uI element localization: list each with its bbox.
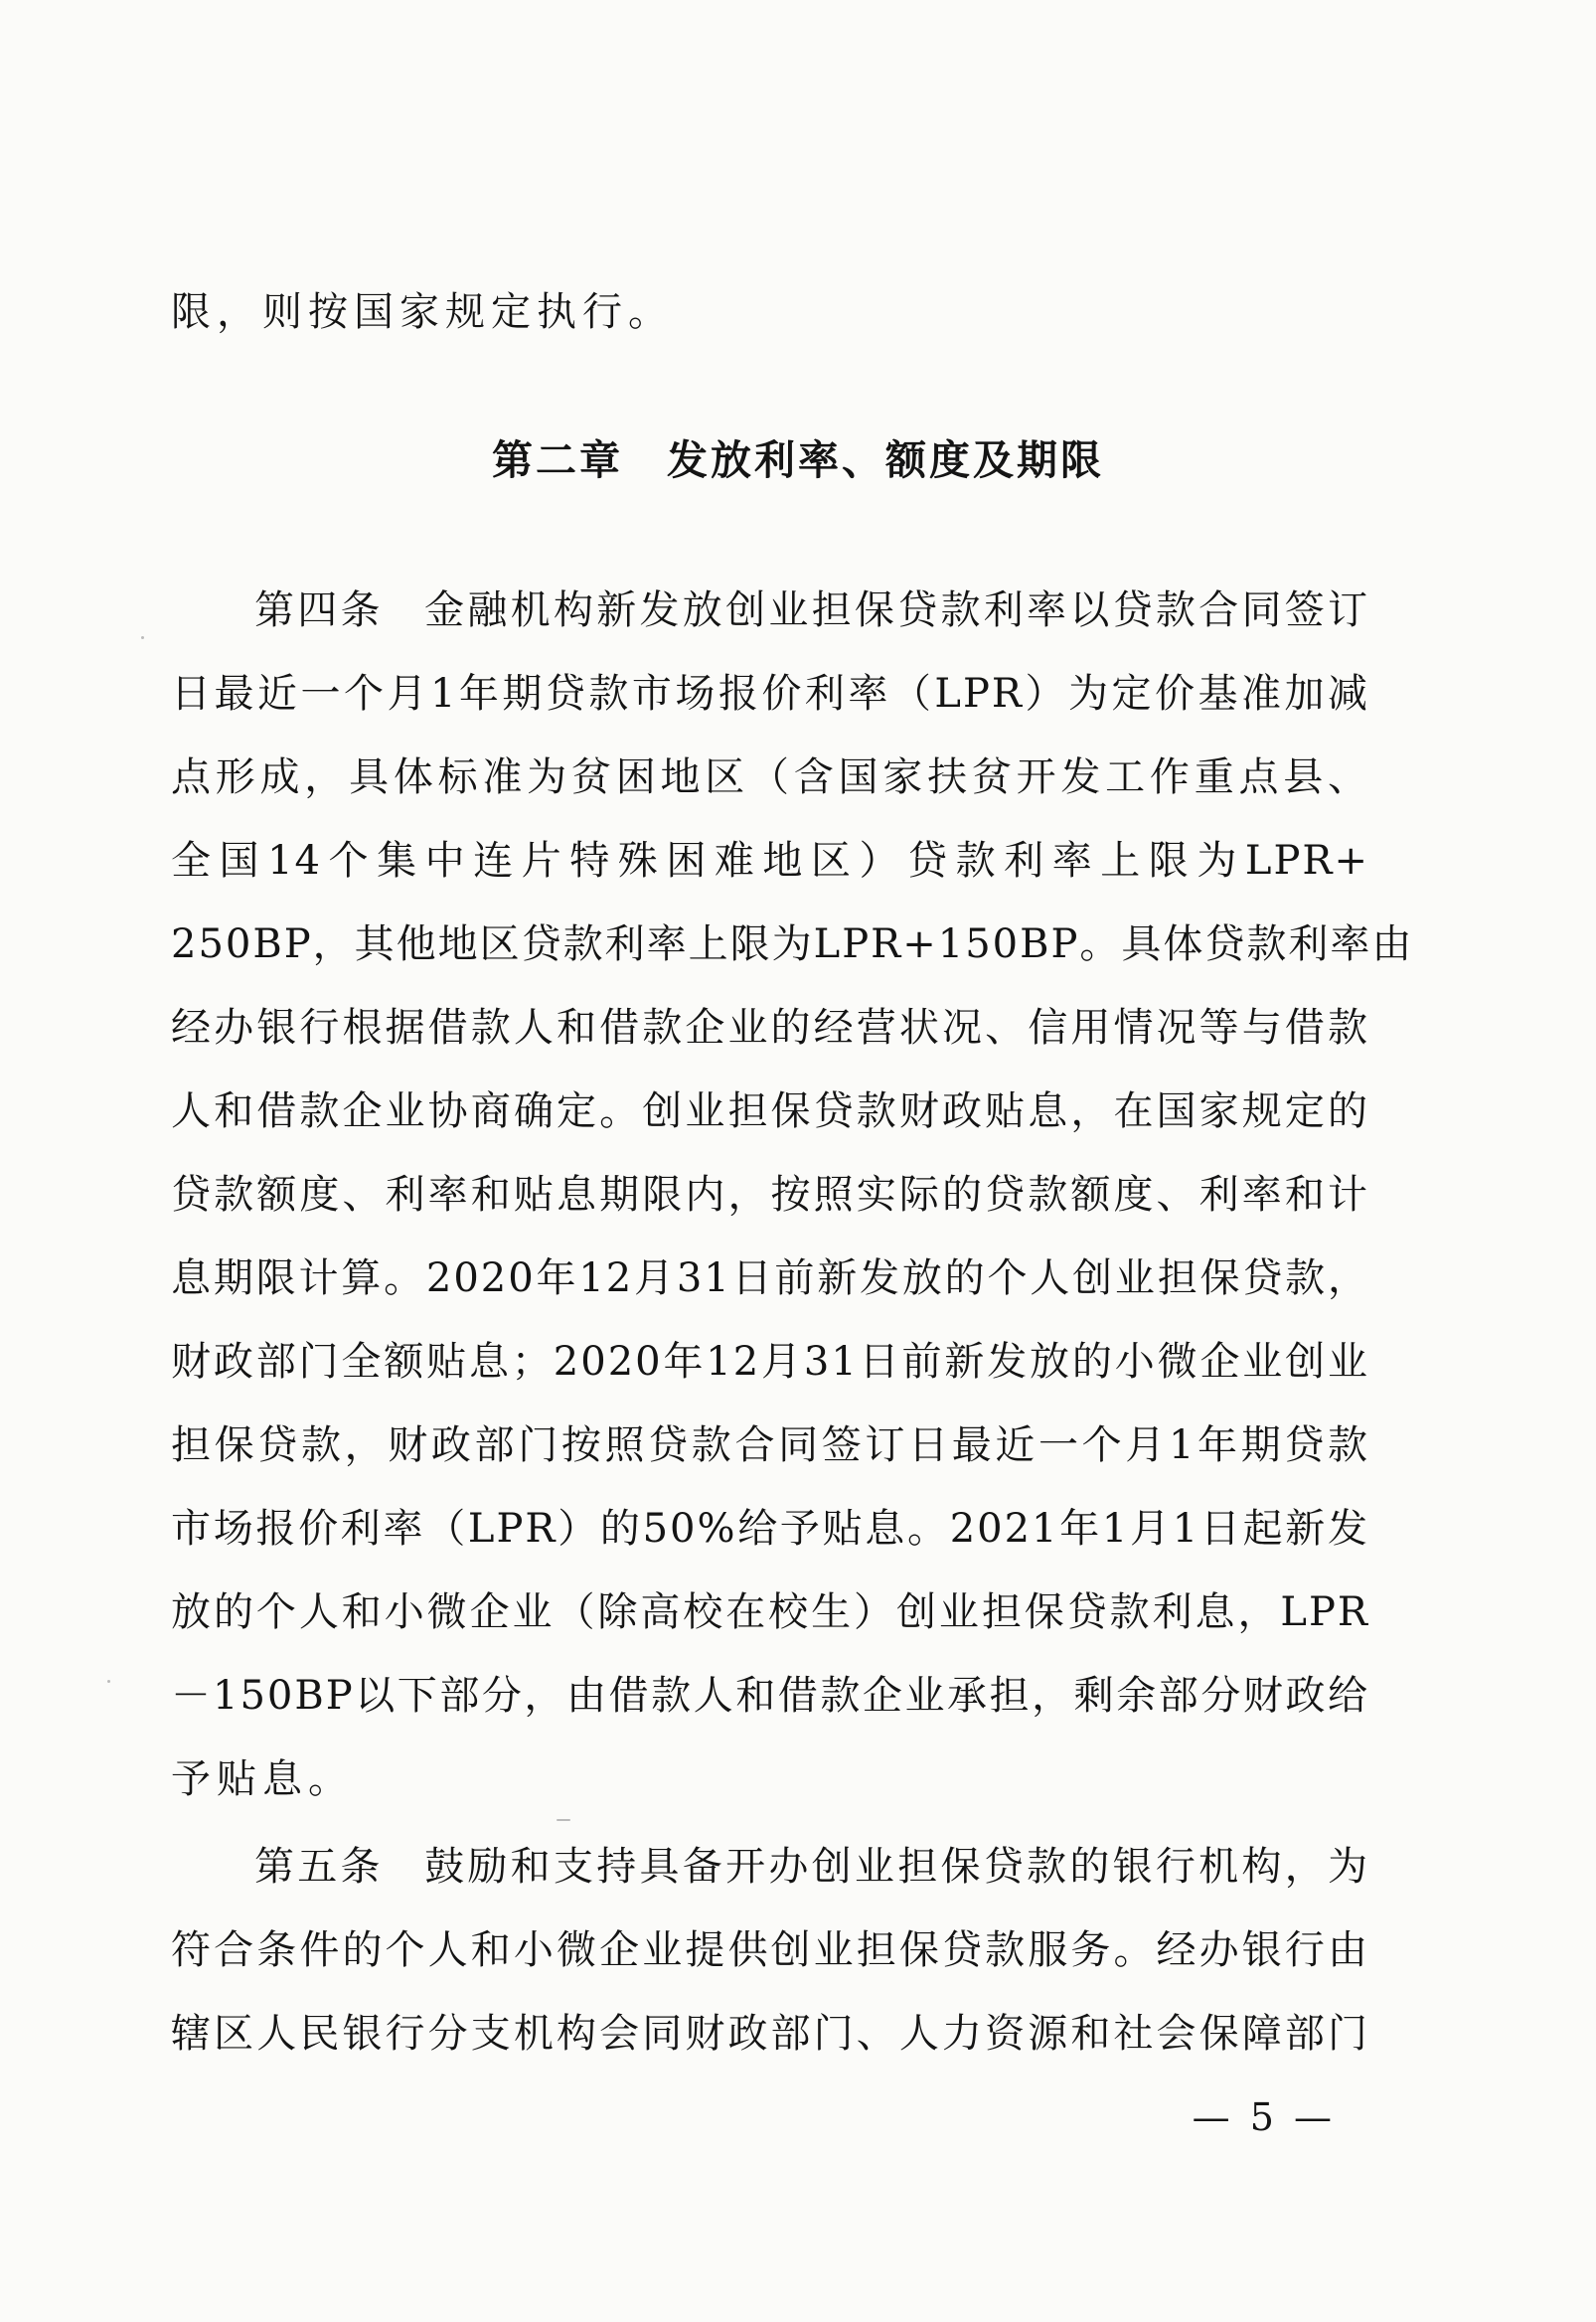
text-line: 辖区人民银行分支机构会同财政部门、人力资源和社会保障部门 (171, 2011, 1369, 2057)
text-line-continuation: 限，则按国家规定执行。 (171, 289, 674, 335)
article-4-text: 金融机构新发放创业担保贷款利率以贷款合同签订 (422, 587, 1370, 633)
text-line: 250BP，其他地区贷款利率上限为LPR+150BP。具体贷款利率由 (171, 921, 1414, 967)
text-line: 人和借款企业协商确定。创业担保贷款财政贴息，在国家规定的 (171, 1088, 1369, 1134)
text-line: 贷款额度、利率和贴息期限内，按照实际的贷款额度、利率和计 (171, 1172, 1369, 1218)
page-number: — 5 — (1192, 2095, 1336, 2139)
text-line: 担保贷款，财政部门按照贷款合同签订日最近一个月1年期贷款 (171, 1422, 1369, 1468)
text-line: 日最近一个月1年期贷款市场报价利率（LPR）为定价基准加减 (171, 671, 1369, 717)
text-line: 财政部门全额贴息；2020年12月31日前新发放的小微企业创业 (171, 1339, 1369, 1385)
text-line: 息期限计算。2020年12月31日前新发放的个人创业担保贷款， (171, 1255, 1369, 1301)
article-4-first-line (254, 580, 1369, 640)
article-5-text: 鼓励和支持具备开办创业担保贷款的银行机构，为 (422, 1844, 1370, 1890)
article-4-label: 第四条 (254, 587, 384, 633)
text-line: 市场报价利率（LPR）的50%给予贴息。2021年1月1日起新发 (171, 1506, 1369, 1552)
article-5-first-line (254, 1837, 1369, 1897)
text-line: 符合条件的个人和小微企业提供创业担保贷款服务。经办银行由 (171, 1927, 1369, 1973)
text-line: 全国14个集中连片特殊困难地区）贷款利率上限为LPR+ (171, 838, 1369, 884)
text-line: 经办银行根据借款人和借款企业的经营状况、信用情况等与借款 (171, 1005, 1369, 1051)
text-line: 放的个人和小微企业（除高校在校生）创业担保贷款利息，LPR (171, 1589, 1369, 1635)
scan-speck (141, 636, 144, 639)
scan-speck (107, 1680, 110, 1683)
text-line: 点形成，具体标准为贫困地区（含国家扶贫开发工作重点县、 (171, 754, 1369, 800)
text-line-last: 予贴息。 (171, 1756, 354, 1802)
scan-speck (557, 1819, 570, 1821)
article-5-label: 第五条 (254, 1844, 384, 1890)
text-line: －150BP以下部分，由借款人和借款企业承担，剩余部分财政给 (171, 1673, 1369, 1719)
chapter-heading: 第二章 发放利率、额度及期限 (492, 436, 1104, 484)
